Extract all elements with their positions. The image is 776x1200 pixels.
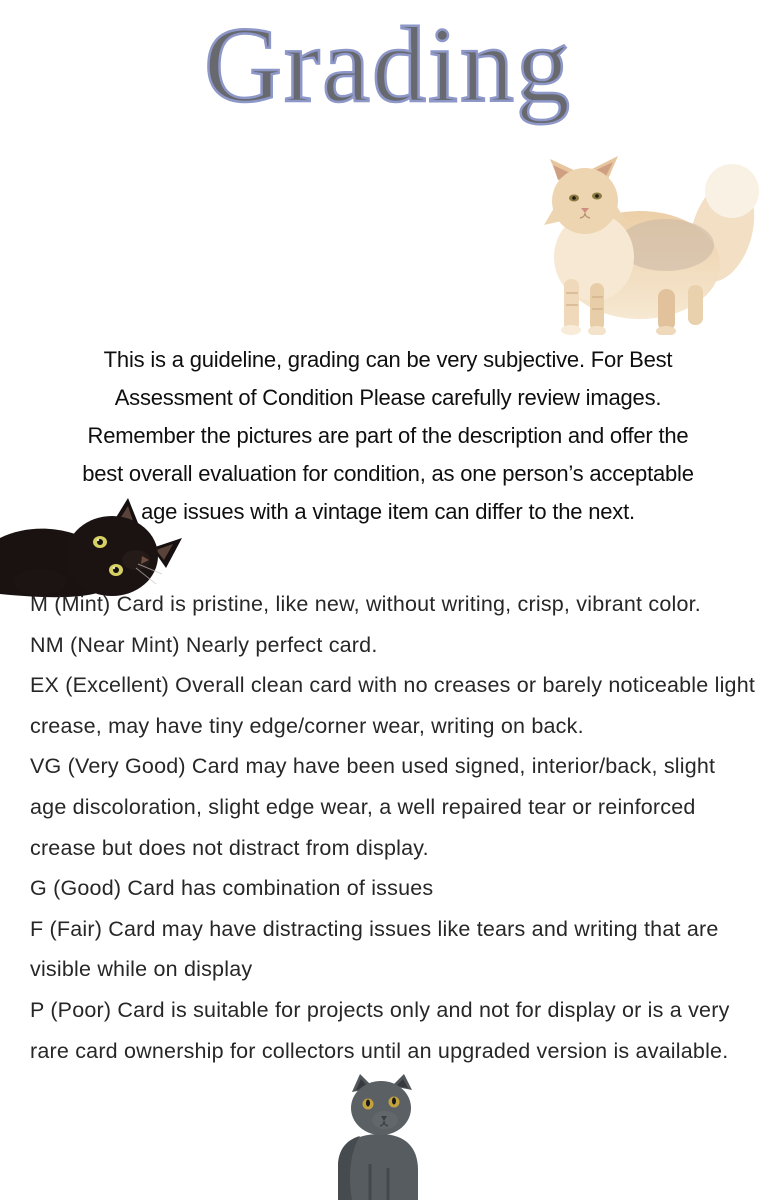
grading-line-excellent: EX (Excellent) Overall clean card with no creases or barely noticeable light xyxy=(30,673,756,698)
grading-line-excellent-cont: crease, may have tiny edge/corner wear, writing on back. xyxy=(30,713,584,738)
gray-cat-illustration xyxy=(312,1074,444,1200)
intro-line: Remember the pictures are part of the description and offer the xyxy=(87,423,689,448)
intro-line: best overall evaluation for condition, as one person’s acceptable xyxy=(82,461,694,486)
grading-line-near-mint: NM (Near Mint) Nearly perfect card. xyxy=(30,632,378,657)
cream-cat-image xyxy=(508,153,760,335)
grading-line-mint: M (Mint) Card is pristine, like new, without writing, crisp, vibrant color. xyxy=(30,592,701,616)
grading-line-fair: F (Fair) Card may have distracting issues like tears and writing that are xyxy=(30,916,719,941)
page-title: Grading xyxy=(204,6,572,125)
grading-line-very-good-cont2: crease but does not distract from display. xyxy=(30,835,429,860)
grading-line-poor: P (Poor) Card is suitable for projects only and not for display or is a very xyxy=(30,997,730,1022)
grading-line-poor-cont: rare card ownership for collectors until an upgraded version is available. xyxy=(30,1038,729,1063)
grading-line-very-good: VG (Very Good) Card may have been used signed, interior/back, slight xyxy=(30,754,716,779)
grading-line-very-good-cont: age discoloration, slight edge wear, a well repaired tear or reinforced xyxy=(30,794,696,819)
cream-cat-illustration xyxy=(508,153,760,335)
intro-line: age issues with a vintage item can differ to the next. xyxy=(141,499,635,524)
grading-list xyxy=(30,584,768,1071)
intro-line: Assessment of Condition Please carefully review images. xyxy=(114,385,662,410)
grading-line-fair-cont: visible while on display xyxy=(30,957,253,982)
intro-line: This is a guideline, grading can be very subjective. For Best xyxy=(103,347,673,372)
gray-cat-image xyxy=(312,1074,444,1200)
grading-line-good: G (Good) Card has combination of issues xyxy=(30,876,434,901)
